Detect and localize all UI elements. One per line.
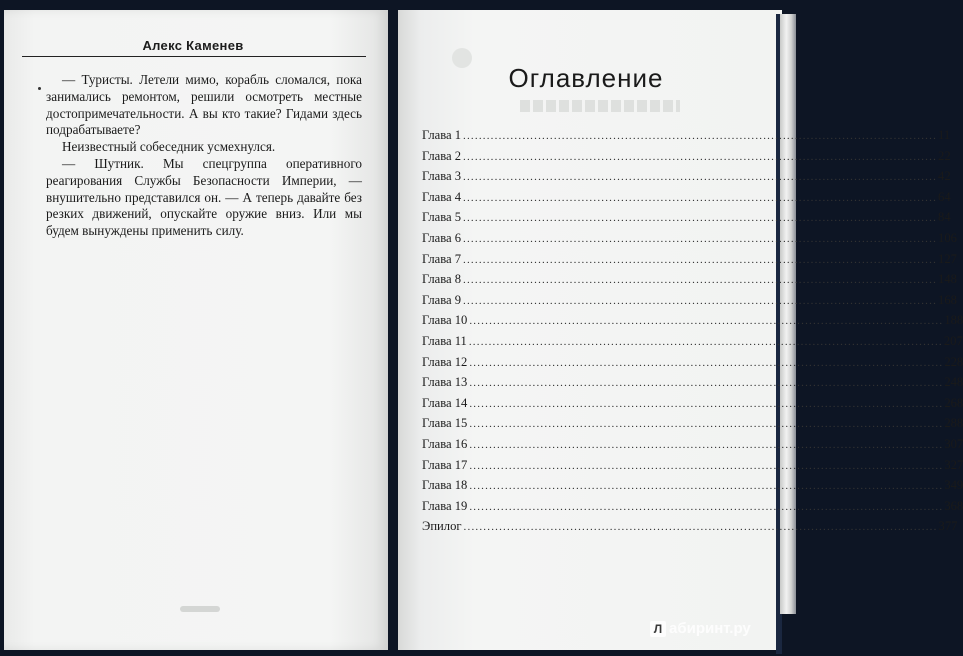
toc-entry-page: 248 bbox=[944, 375, 963, 390]
toc-entry bbox=[422, 457, 963, 479]
toc-entry-label: Глава 1 bbox=[422, 128, 462, 142]
toc-entry bbox=[422, 519, 958, 540]
toc-entry-page: 168 bbox=[938, 292, 957, 307]
header-rule bbox=[22, 56, 366, 57]
toc-entry-label: Глава 13 bbox=[422, 375, 468, 390]
toc-dot-leader: ........................................................................................................................ bbox=[463, 232, 938, 245]
toc-entry bbox=[422, 478, 963, 499]
running-head: Алекс Каменев bbox=[142, 38, 244, 53]
toc-entry-label: Глава 12 bbox=[422, 354, 468, 369]
toc-dot-leader: ........................................................................................................................ bbox=[469, 418, 944, 431]
toc-entry-page: 22 bbox=[938, 148, 951, 163]
toc-entry-page: 148 bbox=[938, 272, 957, 287]
toc-dot-leader: ........................................................................................................................ bbox=[469, 480, 944, 493]
toc-entry bbox=[422, 230, 957, 252]
toc-entry-page: 42 bbox=[938, 169, 951, 184]
watermark-text: абиринт.ру bbox=[669, 620, 751, 637]
toc-entry bbox=[422, 189, 951, 211]
margin-dot bbox=[38, 87, 41, 90]
toc-entry-label: Глава 5 bbox=[422, 210, 462, 225]
left-page-body bbox=[46, 72, 362, 240]
toc-entry bbox=[422, 128, 951, 149]
toc-entry-page: 127 bbox=[938, 251, 957, 266]
toc-entry-page: 228 bbox=[944, 354, 963, 369]
toc-entry-label: Глава 9 bbox=[422, 292, 462, 307]
toc-entry bbox=[422, 375, 963, 396]
toc-dot-leader: ........................................................................................................................ bbox=[463, 191, 938, 204]
toc-entry-page: 377 bbox=[938, 519, 958, 534]
toc-dot-leader: ........................................................................................................................ bbox=[463, 171, 938, 184]
toc-entry bbox=[422, 498, 963, 520]
toc-entry bbox=[422, 354, 963, 376]
table-of-contents bbox=[422, 128, 963, 540]
toc-entry-label: Глава 10 bbox=[422, 313, 468, 328]
bleed-through-emblem bbox=[452, 48, 472, 68]
toc-entry-label: Глава 18 bbox=[422, 478, 468, 493]
toc-entry-page: 188 bbox=[944, 313, 963, 328]
toc-entry-page: 349 bbox=[944, 478, 963, 493]
toc-dot-leader: ........................................................................................................................ bbox=[469, 377, 944, 390]
toc-entry-label: Глава 17 bbox=[422, 457, 468, 472]
toc-dot-leader: ........................................................................................................................ bbox=[463, 253, 938, 266]
toc-entry-page: 207 bbox=[943, 333, 963, 348]
toc-entry bbox=[422, 169, 951, 190]
toc-dot-leader: ........................................................................................................................ bbox=[463, 130, 938, 142]
toc-entry-label: Глава 15 bbox=[422, 416, 468, 431]
toc-entry-page: 268 bbox=[944, 395, 963, 410]
toc-entry bbox=[422, 333, 963, 355]
toc-entry-label: Глава 19 bbox=[422, 498, 468, 513]
toc-entry-page: 368 bbox=[944, 498, 963, 513]
paragraph: — Туристы. Летели мимо, корабль сломался, пока занимались ремонтом, решили осмотреть местные достопримечательности. А вы кто такие? Гидами здесь подрабатываете? bbox=[46, 72, 362, 138]
toc-entry bbox=[422, 148, 951, 170]
toc-dot-leader: ........................................................................................................................ bbox=[463, 274, 938, 287]
toc-entry-label: Глава 8 bbox=[422, 272, 462, 287]
watermark-logo-icon: Л bbox=[650, 621, 666, 637]
toc-entry bbox=[422, 313, 963, 334]
toc-dot-leader: ........................................................................................................................ bbox=[463, 294, 938, 307]
bleed-through-text bbox=[520, 100, 680, 112]
toc-entry-page: 327 bbox=[944, 457, 963, 472]
page-number-smudge bbox=[180, 606, 220, 612]
toc-entry-label: Глава 6 bbox=[422, 230, 462, 245]
toc-entry-label: Эпилог bbox=[422, 519, 462, 534]
toc-dot-leader: ........................................................................................................................ bbox=[469, 397, 944, 410]
toc-entry-label: Глава 7 bbox=[422, 251, 462, 266]
toc-entry bbox=[422, 436, 963, 458]
toc-dot-leader: ........................................................................................................................ bbox=[469, 438, 944, 451]
toc-entry bbox=[422, 292, 957, 314]
toc-entry-label: Глава 16 bbox=[422, 436, 468, 451]
toc-dot-leader: ........................................................................................................................ bbox=[469, 315, 944, 328]
toc-entry-page: 106 bbox=[938, 230, 957, 245]
toc-dot-leader: ........................................................................................................................ bbox=[469, 459, 944, 472]
toc-entry-label: Глава 3 bbox=[422, 169, 462, 184]
toc-title: Оглавление bbox=[508, 63, 664, 93]
toc-entry-page: 307 bbox=[944, 436, 963, 451]
toc-entry bbox=[422, 395, 963, 417]
toc-dot-leader: ........................................................................................................................ bbox=[463, 150, 938, 163]
toc-entry-label: Глава 14 bbox=[422, 395, 468, 410]
toc-dot-leader: ........................................................................................................................ bbox=[468, 335, 943, 348]
paragraph: Неизвестный собеседник усмехнулся. bbox=[62, 139, 276, 155]
toc-dot-leader: ........................................................................................................................ bbox=[463, 212, 938, 225]
toc-entry-page: 64 bbox=[938, 189, 951, 204]
toc-entry-label: Глава 2 bbox=[422, 148, 462, 163]
toc-entry-page: 11 bbox=[938, 128, 951, 142]
paragraph: — Шутник. Мы спецгруппа оперативного реагирования Службы Безопасности Империи, — внушительно представился он. — А теперь давайте без резких движений, опускайте оружие вниз. Или мы будем вынуждены применить силу. bbox=[46, 155, 362, 239]
toc-entry bbox=[422, 210, 951, 231]
toc-dot-leader: ........................................................................................................................ bbox=[469, 500, 944, 513]
watermark bbox=[650, 620, 751, 637]
toc-entry-label: Глава 11 bbox=[422, 333, 467, 348]
toc-entry bbox=[422, 251, 957, 273]
toc-dot-leader: ........................................................................................................................ bbox=[469, 356, 944, 369]
toc-dot-leader: ........................................................................................................................ bbox=[463, 521, 938, 534]
toc-entry-page: 84 bbox=[938, 210, 951, 225]
toc-entry-page: 288 bbox=[944, 416, 963, 431]
toc-entry bbox=[422, 272, 957, 293]
toc-entry bbox=[422, 416, 963, 437]
toc-entry-label: Глава 4 bbox=[422, 189, 462, 204]
